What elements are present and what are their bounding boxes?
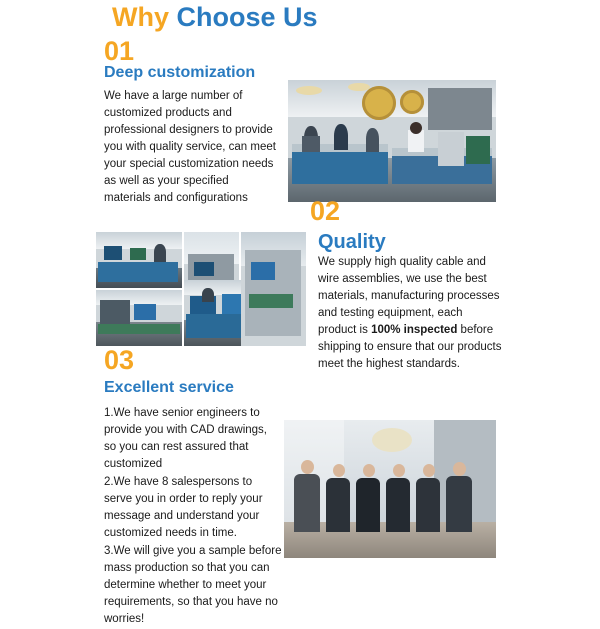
work-bench: [292, 150, 388, 184]
ceiling-lamp-icon: [296, 86, 322, 95]
section-heading-excellent-service: Excellent service: [104, 379, 234, 396]
person-head: [301, 460, 314, 474]
green-panel: [249, 294, 293, 308]
section-heading-deep-customization: Deep customization: [104, 64, 256, 81]
section-body-quality: [318, 254, 504, 373]
machine-cabinet: [438, 132, 464, 166]
page-title: [112, 2, 318, 33]
sales-team-photo: [284, 420, 496, 558]
person-figure: [356, 478, 380, 532]
service-item-1: 1.We have senior engineers to provide you with CAD drawings, so you can rest assured that customized: [104, 407, 267, 470]
person-head: [423, 464, 435, 477]
section-body-deep-customization: We have a large number of customized products and professional designers to provide you with quality service, can meet your special customization needs as well as your specified materials and configurations: [104, 90, 276, 204]
monitor-screen: [104, 246, 122, 260]
worker-figure: [202, 288, 214, 302]
person-figure: [386, 478, 410, 532]
worker-figure: [366, 128, 379, 152]
section-body-excellent-service: [104, 405, 282, 629]
factory-assembly-line-photo: [288, 80, 496, 202]
chandelier-icon: [372, 428, 412, 452]
section-number-02: 02: [310, 196, 341, 226]
green-panel: [98, 324, 180, 334]
quality-text-part2: before shipping to ensure that our products meet the highest standards.: [318, 324, 502, 370]
person-figure: [294, 474, 320, 532]
service-item-2: 2.We have 8 salespersons to serve you in order to reply your message and understand your customized needs in time.: [104, 476, 263, 539]
cable-reel-icon: [362, 86, 396, 120]
monitor-screen: [134, 304, 156, 320]
person-figure: [446, 476, 472, 532]
workshop-photo-1: [96, 232, 182, 288]
page-title-word-choose-us: Choose Us: [176, 2, 318, 32]
work-bench: [98, 262, 178, 282]
person-head: [453, 462, 466, 476]
person-head: [393, 464, 405, 477]
person-head: [333, 464, 345, 477]
workshop-photo-5: [241, 232, 306, 346]
page-title-word-why: Why: [112, 2, 169, 32]
worker-head: [410, 122, 422, 134]
green-panel: [466, 136, 490, 164]
worker-figure: [302, 136, 320, 152]
section-number-03: 03: [104, 345, 135, 375]
monitor-screen: [194, 262, 214, 276]
person-figure: [326, 478, 350, 532]
person-figure: [416, 478, 440, 532]
cable-reel-icon: [400, 90, 424, 114]
quality-text-part1: We supply high quality cable and wire assemblies, we use the best materials, manufacturing processes and testing equipment, each product is: [318, 256, 500, 336]
quality-text-highlight: 100% inspected: [371, 324, 458, 336]
overhead-machine: [428, 88, 492, 130]
monitor-screen: [251, 262, 275, 280]
section-number-01: 01: [104, 36, 135, 66]
section-heading-quality: Quality: [318, 231, 386, 253]
person-head: [363, 464, 375, 477]
worker-figure: [334, 124, 348, 150]
green-panel: [130, 248, 146, 260]
workshop-photo-2: [96, 290, 182, 346]
service-item-3: 3.We will give you a sample before mass production so that you can determine whether to meet your requirements, so that you have no worries!: [104, 545, 282, 625]
worker-figure: [154, 244, 166, 262]
